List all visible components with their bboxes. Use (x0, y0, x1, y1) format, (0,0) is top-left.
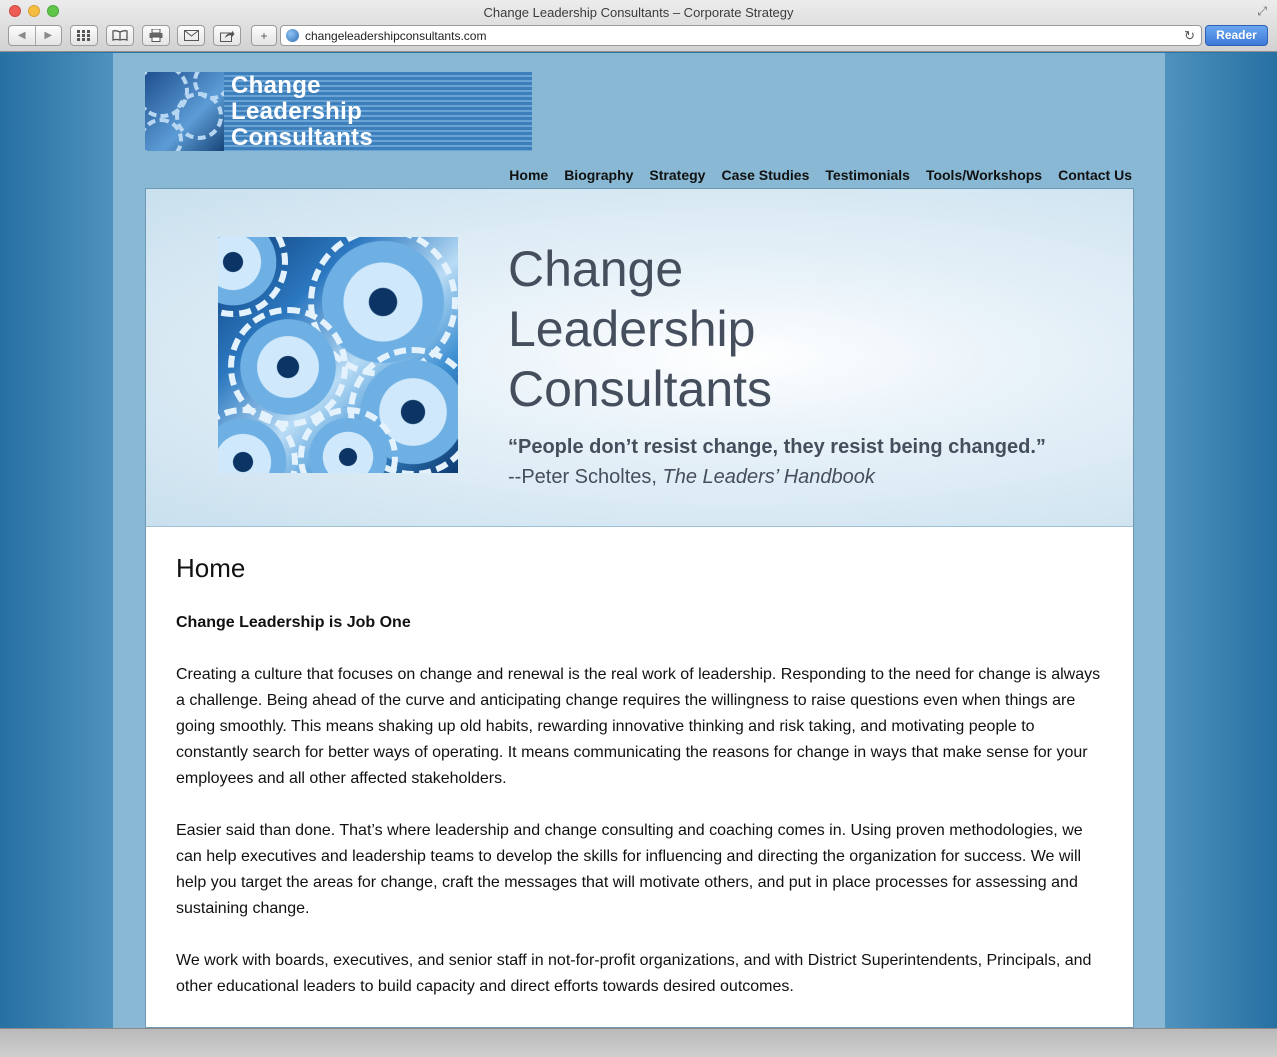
hero-quote: “People don’t resist change, they resist being changed.” (508, 436, 1046, 458)
gears-image (218, 237, 458, 473)
top-sites-icon[interactable] (70, 25, 98, 46)
browser-toolbar (0, 0, 1277, 52)
reload-icon[interactable]: ↻ (1184, 28, 1195, 43)
bookmarks-icon[interactable] (106, 25, 134, 46)
url-text: changeleadershipconsultants.com (305, 29, 487, 43)
fullscreen-icon[interactable]: ⤢ (1257, 4, 1267, 18)
main-nav (509, 167, 1132, 183)
content-box (145, 188, 1134, 1028)
nav-strategy[interactable]: Strategy (649, 167, 706, 183)
article-subheading: Change Leadership is Job One (176, 614, 411, 631)
page-title: Home (176, 553, 246, 583)
nav-biography[interactable]: Biography (564, 167, 634, 183)
book-title: The Leaders’ Handbook (662, 466, 875, 488)
logo-text: Change Leadership Consultants (231, 72, 373, 151)
forward-icon[interactable]: ▶ (44, 30, 53, 41)
article-paragraph: Easier said than done. That’s where leadership and change consulting and coaching comes in. Using proven methodologies, we can help executives and leadership teams to develop the skills for influencing and directing the organization for success. We will help you target the areas for change, craft the messages that will motivate others, and put in place processes for assessing and sustaining change. (176, 822, 1083, 917)
site-logo[interactable] (145, 72, 532, 151)
nav-testimonials[interactable]: Testimonials (825, 167, 910, 183)
nav-case-studies[interactable]: Case Studies (721, 167, 810, 183)
mail-icon[interactable] (177, 25, 205, 46)
nav-home[interactable]: Home (509, 167, 549, 183)
globe-icon (286, 29, 299, 42)
page (113, 53, 1165, 1028)
hero-title: Change Leadership Consultants (508, 241, 773, 417)
address-bar[interactable] (280, 25, 1202, 46)
nav-tools-workshops[interactable]: Tools/Workshops (925, 167, 1043, 183)
article (176, 553, 1106, 1026)
share-icon[interactable] (213, 25, 241, 46)
print-icon[interactable] (142, 25, 170, 46)
hero-attribution: --Peter Scholtes, The Leaders’ Handbook (508, 466, 875, 488)
window-title: Change Leadership Consultants – Corporate Strategy (483, 5, 794, 20)
window-bottom-bar (0, 1028, 1277, 1057)
article-paragraph: We work with boards, executives, and senior staff in not-for-profit organizations, and with District Superintendents, Principals, and other educational leaders to build capacity and direct efforts towards desired outcomes. (176, 952, 1092, 995)
back-icon[interactable]: ◀ (17, 30, 26, 41)
logo-gears-image (145, 72, 224, 151)
article-paragraph: Creating a culture that focuses on change and renewal is the real work of leadership. Responding to the need for change is always a challenge. Being ahead of the curve and anticipating change requires the willingness to raise questions even when things are going smoothly. This means shaking up old habits, rewarding innovative thinking and risk taking, and motivating people to constantly search for better ways of operating. It means communicating the reasons for change in ways that make sense for your employees and all other affected stakeholders. (176, 666, 1101, 787)
add-bookmark-button[interactable]: + (251, 25, 277, 46)
back-forward-buttons (8, 25, 62, 46)
reader-button[interactable]: Reader (1205, 25, 1268, 46)
hero-banner (146, 189, 1133, 527)
nav-contact-us[interactable]: Contact Us (1058, 167, 1132, 183)
